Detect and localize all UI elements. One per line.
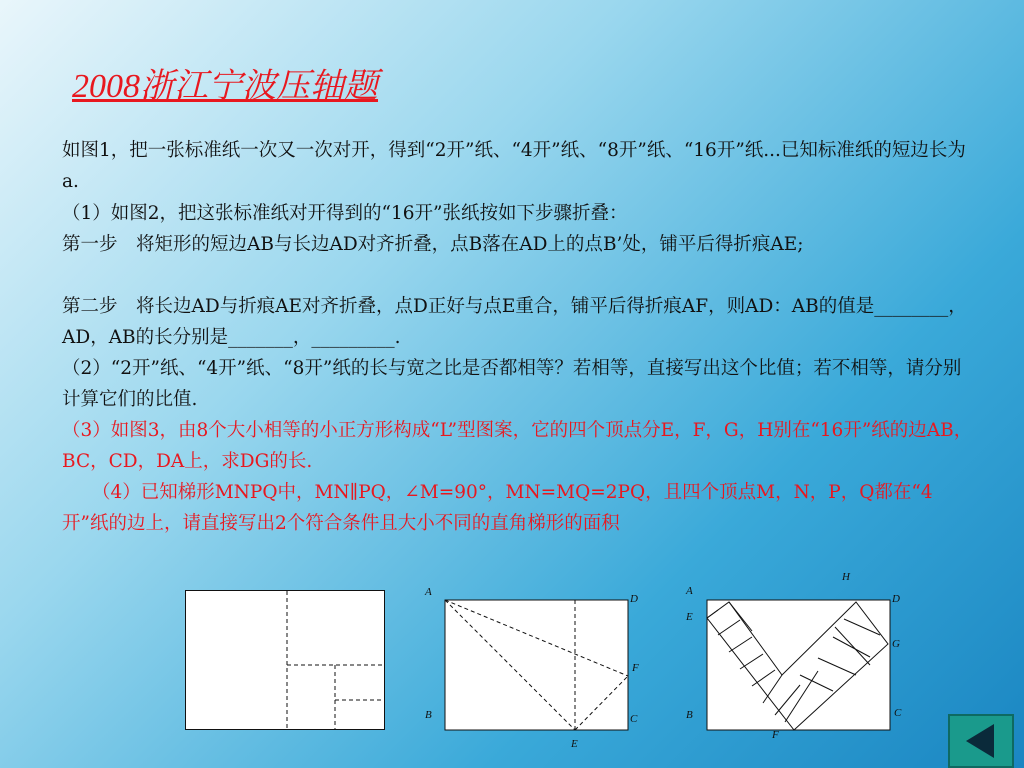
fig2-label-a: A	[425, 586, 432, 598]
question-1-step-1: 第一步 将矩形的短边AB与长边AD对齐折叠，点B落在AD上的点B’处，铺平后得折痕AE;	[62, 234, 804, 255]
question-1-intro: （1）如图2，把这张标准纸对开得到的“16开”张纸按如下步骤折叠：	[62, 203, 628, 224]
fig2-label-f: F	[632, 662, 639, 674]
intro-paragraph: 如图1，把一张标准纸一次又一次对开，得到“2开”纸、“4开”纸、“8开”纸、“16开”纸...已知标准纸的短边长为a.	[62, 140, 966, 192]
triangle-left-icon	[950, 716, 1012, 766]
fig3-label-f: F	[772, 729, 779, 741]
previous-slide-button[interactable]	[948, 714, 1014, 768]
figure-3	[680, 565, 915, 745]
fig3-label-c: C	[894, 707, 902, 719]
fig3-label-d: D	[892, 593, 900, 605]
fig3-label-e: E	[686, 611, 693, 623]
fig3-label-a: A	[686, 585, 693, 597]
figure-1	[185, 590, 385, 730]
fig2-label-e: E	[571, 738, 578, 750]
fig2-label-b: B	[425, 709, 432, 721]
slide-title: 2008浙江宁波压轴题	[72, 68, 378, 105]
fig3-label-h: H	[842, 571, 850, 583]
figure-2	[420, 585, 650, 755]
question-2: （2）“2开”纸、“4开”纸、“8开”纸的长与宽之比是否都相等？若相等，直接写出这个比值；若不相等，请分别计算它们的比值.	[62, 358, 962, 410]
fig3-label-b: B	[686, 709, 693, 721]
question-1-step-2: 第二步 将长边AD与折痕AE对齐折叠，点D正好与点E重合，铺平后得折痕AF，则AD：AB的值是________，AD，AB的长分别是_______，_________.	[62, 296, 967, 348]
fig2-label-d: D	[630, 593, 638, 605]
fig2-label-c: C	[630, 713, 638, 725]
question-3: （3）如图3，由8个大小相等的小正方形构成“L”型图案，它的四个顶点分E，F，G，H别在“16开”纸的边AB，BC，CD，DA上，求DG的长.	[62, 420, 973, 472]
question-4: （4）已知梯形MNPQ中，MN∥PQ，∠M=90°，MN=MQ=2PQ，且四个顶点M，N，P，Q都在“4开”纸的边上，请直接写出2个符合条件且大小不同的直角梯形的面积	[62, 482, 933, 534]
fig3-label-g: G	[892, 638, 900, 650]
